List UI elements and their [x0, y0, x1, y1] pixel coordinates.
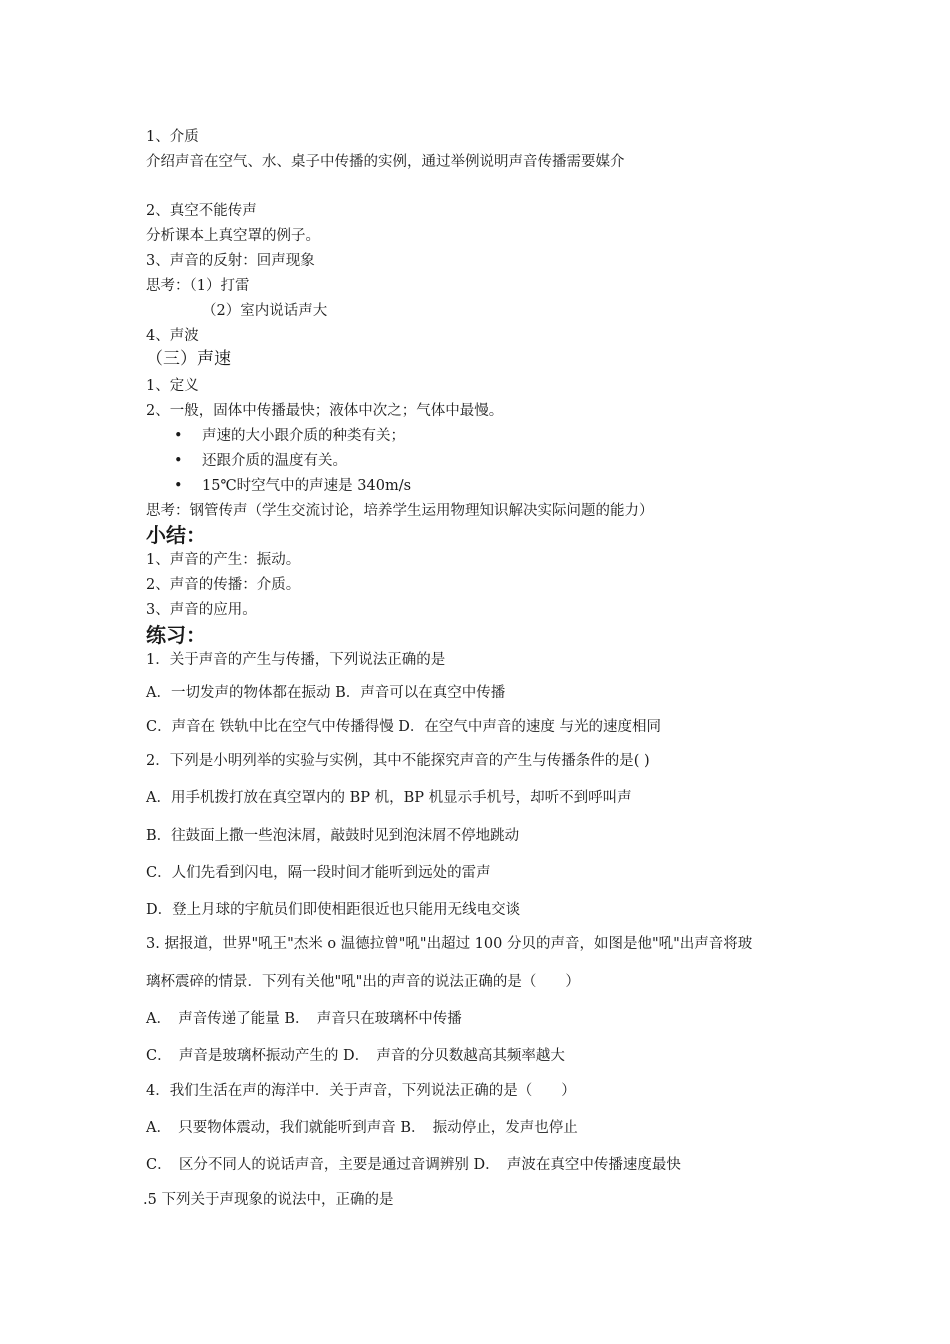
bullet-item: • 声速的大小跟介质的种类有关；	[174, 428, 405, 444]
think-thunder: 思考：（1）打雷	[146, 278, 250, 294]
question-2-option-d: D．登上月球的宇航员们即使相距很近也只能用无线电交谈	[146, 902, 521, 918]
paragraph-medium-examples: 介绍声音在空气、水、桌子中传播的实例，通过举例说明声音传播需要媒介	[146, 154, 625, 170]
item-vacuum: 2、真空不能传声	[146, 203, 257, 219]
question-4-options-cd: C． 区分不同人的说话声音，主要是通过音调辨别 D． 声波在真空中传播速度最快	[146, 1157, 681, 1173]
paragraph-vacuum-jar: 分析课本上真空罩的例子。	[146, 228, 320, 244]
item-definition: 1、定义	[146, 378, 199, 394]
bullet-icon: •	[174, 478, 183, 494]
question-1-options-cd: C．声音在 铁轨中比在空气中传播得慢 D．在空气中声音的速度 与光的速度相同	[146, 719, 662, 735]
item-medium: 1、介质	[146, 129, 199, 145]
question-3-options-cd: C． 声音是玻璃杯振动产生的 D． 声音的分贝数越高其频率越大	[146, 1048, 565, 1064]
item-sound-wave: 4、声波	[146, 328, 199, 344]
question-1-options-ab: A．一切发声的物体都在振动 B．声音可以在真空中传播	[146, 685, 506, 701]
question-2: 2．下列是小明列举的实验与实例，其中不能探究声音的产生与传播条件的是( )	[146, 753, 650, 769]
question-3-options-ab: A． 声音传递了能量 B． 声音只在玻璃杯中传播	[146, 1011, 462, 1027]
question-3-line-2: 璃杯震碎的情景．下列有关他"吼"出的声音的说法正确的是（ ）	[146, 974, 580, 990]
item-general-speed: 2、一般，固体中传播最快；液体中次之；气体中最慢。	[146, 403, 504, 419]
summary-item: 2、声音的传播：介质。	[146, 577, 301, 593]
question-1: 1．关于声音的产生与传播，下列说法正确的是	[146, 652, 446, 668]
item-reflection: 3、声音的反射：回声现象	[146, 253, 315, 269]
question-2-option-a: A．用手机拨打放在真空罩内的 BP 机，BP 机显示手机号，却听不到呼叫声	[146, 790, 632, 806]
think-steel-pipe: 思考：钢管传声（学生交流讨论，培养学生运用物理知识解决实际问题的能力）	[146, 503, 654, 519]
summary-item: 1、声音的产生：振动。	[146, 552, 301, 568]
question-3-line-1: 3. 据报道，世界"吼王"杰米 o 温德拉曾"吼"出超过 100 分贝的声音，如图是他"吼"出声音将玻	[146, 936, 753, 952]
section-speed-of-sound: （三）声速	[146, 349, 231, 369]
bullet-icon: •	[174, 428, 183, 444]
bullet-item: • 15℃时空气中的声速是 340m/s	[174, 478, 412, 494]
question-5: .5 下列关于声现象的说法中，正确的是	[143, 1192, 394, 1208]
question-4: 4．我们生活在声的海洋中．关于声音，下列说法正确的是（ ）	[146, 1083, 576, 1099]
heading-summary: 小结：	[146, 523, 206, 547]
question-2-option-b: B．往鼓面上撒一些泡沫屑，敲鼓时见到泡沫屑不停地跳动	[146, 828, 520, 844]
heading-exercises: 练习：	[146, 623, 206, 647]
question-4-options-ab: A． 只要物体震动，我们就能听到声音 B． 振动停止，发声也停止	[146, 1120, 578, 1136]
question-2-option-c: C．人们先看到闪电，隔一段时间才能听到远处的雷声	[146, 865, 491, 881]
summary-item: 3、声音的应用。	[146, 602, 257, 618]
think-indoor: （2）室内说话声大	[202, 303, 328, 319]
bullet-icon: •	[174, 453, 183, 469]
bullet-item: • 还跟介质的温度有关。	[174, 453, 347, 469]
